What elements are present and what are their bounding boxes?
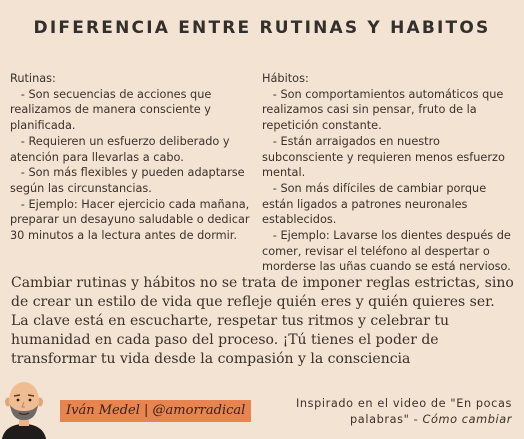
rutinas-item: - Son más flexibles y pueden adaptarse según las circunstancias. (10, 166, 249, 195)
rutinas-column (10, 71, 254, 244)
habitos-heading: Hábitos: (262, 72, 309, 85)
author-badge: Iván Medel | @amorradical (60, 400, 251, 422)
page-title: DIFERENCIA ENTRE RUTINAS Y HABITOS (33, 18, 491, 38)
credit-video-title: Cómo cambiar (422, 413, 512, 426)
author-avatar-icon (0, 380, 48, 439)
rutinas-item: - Son secuencias de acciones que realizamos de manera consciente y planificada. (10, 87, 215, 133)
credit-line-2 (296, 412, 512, 428)
rutinas-heading: Rutinas: (10, 72, 56, 85)
rutinas-item: - Ejemplo: Hacer ejercicio cada mañana, preparar un desayuno saludable o dedicar 30 minutos a la lectura antes de dormir. (10, 197, 254, 243)
habitos-item: - Son más difíciles de cambiar porque están ligados a patrones neuronales establecidos. (262, 181, 490, 227)
habitos-column (262, 71, 515, 275)
rutinas-item: - Requieren un esfuerzo deliberado y atención para llevarlas a cabo. (10, 134, 234, 164)
credit-note (296, 396, 512, 428)
credit-line-1: Inspirado en el video de "En pocas (295, 397, 512, 410)
habitos-item: - Son comportamientos automáticos que realizamos casi sin pensar, fruto de la repetición constante. (262, 87, 507, 133)
credit-line-2-prefix: palabras" - (350, 413, 423, 426)
habitos-item: - Están arraigados en nuestro subconsciente y requieren menos esfuerzo mental. (262, 134, 509, 180)
closing-paragraph: Cambiar rutinas y hábitos no se trata de imponer reglas estrictas, sino de crear un estilo de vida que refleje quién eres y quién quieres ser. La clave está en escucharte, respetar tus ritmos y celebrar tu humanidad en cada paso del proceso. ¡Tú tienes el poder de transformar tu vida desde la compasión y la consciencia (11, 275, 514, 367)
habitos-item: - Ejemplo: Lavarse los dientes después de comer, revisar el teléfono al despertar o morderse las uñas cuando se está nervioso. (262, 229, 515, 274)
